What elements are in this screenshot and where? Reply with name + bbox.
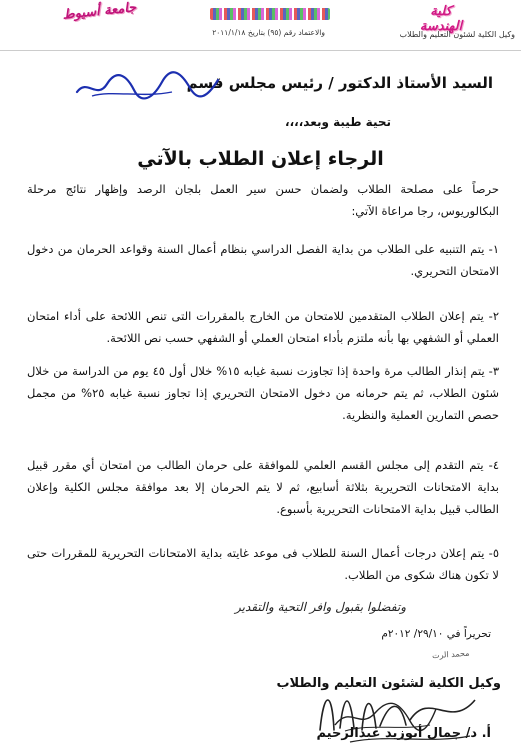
signatory-name: أ. د/ جمال أبوزيد عبدالرحيم: [316, 726, 491, 741]
handwritten-initials: محمد الرت: [431, 648, 470, 661]
signatory-title: وكيل الكلية لشئون التعليم والطلاب: [276, 676, 501, 691]
university-logo: جامعة أسيوط: [61, 0, 137, 23]
list-item: ٤- يتم التقدم إلى مجلس القسم العلمي للموافقة على حرمان الطالب من امتحان أي مقرر قبيل بداية الامتحانات التحريرية بثلاثة أسابيع، ثم لا يتم الحرمان إلا بعد موافقة مجلس الكلية وإعلان الطالب قبيل بداية الامتحانات التحريرية بأسبوع.: [27, 458, 499, 516]
greeting: تحية طيبة وبعد،،،،: [285, 115, 391, 129]
faculty-logo: كلية الهندسة: [419, 4, 463, 34]
list-item: ٣- يتم إنذار الطالب مرة واحدة إذا تجاوزت نسبة غيابه ١٥% خلال أول ٤٥ يوم من الدراسة من خلال شئون الطلاب، ثم يتم حرمانه من دخول الامتحان التحريري إذا تجاوز نسبة غيابه ٢٥% من مجمل حصص التمارين العملية والنظرية.: [27, 364, 500, 422]
closing-line: وتفضلوا بقبول وافر التحية والتقدير: [235, 600, 406, 614]
letter-date: تحريراً في ٢٩/١٠/ ٢٠١٢م: [381, 628, 491, 640]
intro-paragraph: حرصاً على مصلحة الطلاب ولضمان حسن سير العمل بلجان الرصد وإظهار نتائج مرحلة البكالوريوس، رجا مراعاة الآتي:: [27, 182, 499, 218]
list-item: ٥- يتم إعلان درجات أعمال السنة للطلاب فى موعد غايته بداية الامتحانات التحريرية للمقررات حتى لا تكون هناك شكوى من الطلاب.: [27, 546, 499, 582]
list-item: ٢- يتم إعلان الطلاب المتقدمين للامتحان من الخارج بالمقررات التى تنص اللائحة على أداء امتحان العملي أو الشفهي بها بأنه ملتزم بأداء امتحان العملي أو الشفهي حسب نص اللائحة.: [27, 309, 499, 345]
salutation: السيد الأستاذ الدكتور / رئيس مجلس قسم: [186, 74, 493, 92]
header-divider: [0, 50, 521, 51]
header-banner-graphic: [210, 8, 330, 20]
office-name: وكيل الكلية لشئون التعليم والطلاب: [399, 30, 515, 39]
handwritten-signature: [310, 670, 480, 750]
handwritten-signature-blue: [72, 70, 222, 104]
accreditation-reference: والاعتماد رقم (٩٥) بتاريخ ٢٠١١/١/١٨: [212, 28, 325, 37]
list-item: ١- يتم التنبيه على الطلاب من بداية الفصل الدراسي بنظام أعمال السنة وقواعد الحرمان من دخول الامتحان التحريري.: [27, 242, 499, 278]
letter-title: الرجاء إعلان الطلاب بالآتي: [137, 148, 384, 170]
